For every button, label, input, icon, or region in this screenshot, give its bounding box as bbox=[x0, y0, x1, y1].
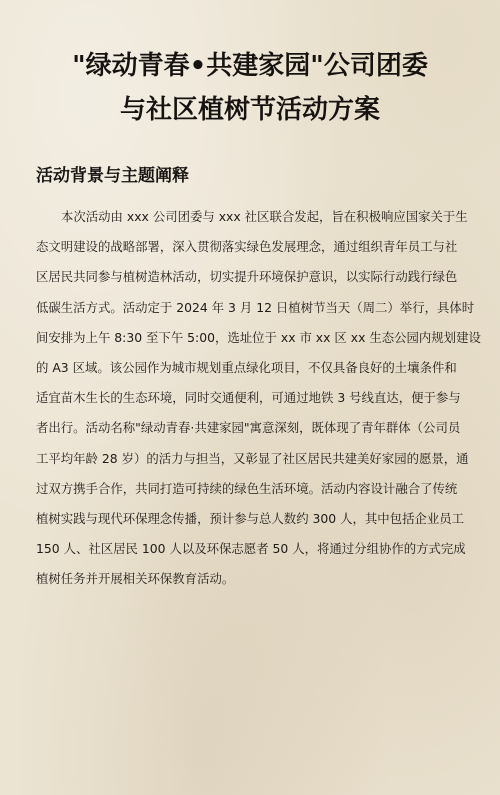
paragraph-line: 150 人、社区居民 100 人以及环保志愿者 50 人，将通过分组协作的方式完成 bbox=[36, 541, 466, 557]
paragraph-line: 适宜苗木生长的生态环境，同时交通便利，可通过地铁 3 号线直达，便于参与 bbox=[36, 390, 461, 406]
paragraph-line: 低碳生活方式。活动定于 2024 年 3 月 12 日植树节当天（周二）举行，具体时 bbox=[36, 299, 475, 315]
paragraph-line: 植树实践与现代环保理念传播，预计参与总人数约 300 人，其中包括企业员工 bbox=[36, 511, 465, 527]
paragraph-line: 区居民共同参与植树造林活动，切实提升环境保护意识，以实际行动践行绿色 bbox=[36, 269, 458, 285]
title-line-1: "绿动青春•共建家园"公司团委 bbox=[72, 51, 428, 81]
document-title bbox=[0, 44, 500, 132]
title-line-2: 与社区植树节活动方案 bbox=[119, 95, 380, 125]
paragraph-line: 工平均年龄 28 岁）的活力与担当，又彰显了社区居民共建美好家园的愿景，通 bbox=[36, 450, 469, 466]
paragraph-line: 植树任务并开展相关环保教育活动。 bbox=[36, 571, 235, 587]
section-heading: 活动背景与主题阐释 bbox=[36, 166, 189, 186]
paragraph-line: 过双方携手合作，共同打造可持续的绿色生活环境。活动内容设计融合了传统 bbox=[36, 480, 458, 496]
paragraph-line: 态文明建设的战略部署，深入贯彻落实绿色发展理念，通过组织青年员工与社 bbox=[36, 239, 458, 255]
body-paragraph bbox=[36, 202, 481, 595]
paragraph-line: 者出行。活动名称"绿动青春·共建家园"寓意深刻，既体现了青年群体（公司员 bbox=[36, 420, 461, 436]
paragraph-line: 的 A3 区域。该公园作为城市规划重点绿化项目，不仅具备良好的土壤条件和 bbox=[36, 360, 457, 376]
paragraph-line: 本次活动由 xxx 公司团委与 xxx 社区联合发起，旨在积极响应国家关于生 bbox=[61, 209, 468, 224]
paragraph-line: 间安排为上午 8:30 至下午 5:00，选址位于 xx 市 xx 区 xx 生态公园内规划建设 bbox=[36, 329, 481, 345]
